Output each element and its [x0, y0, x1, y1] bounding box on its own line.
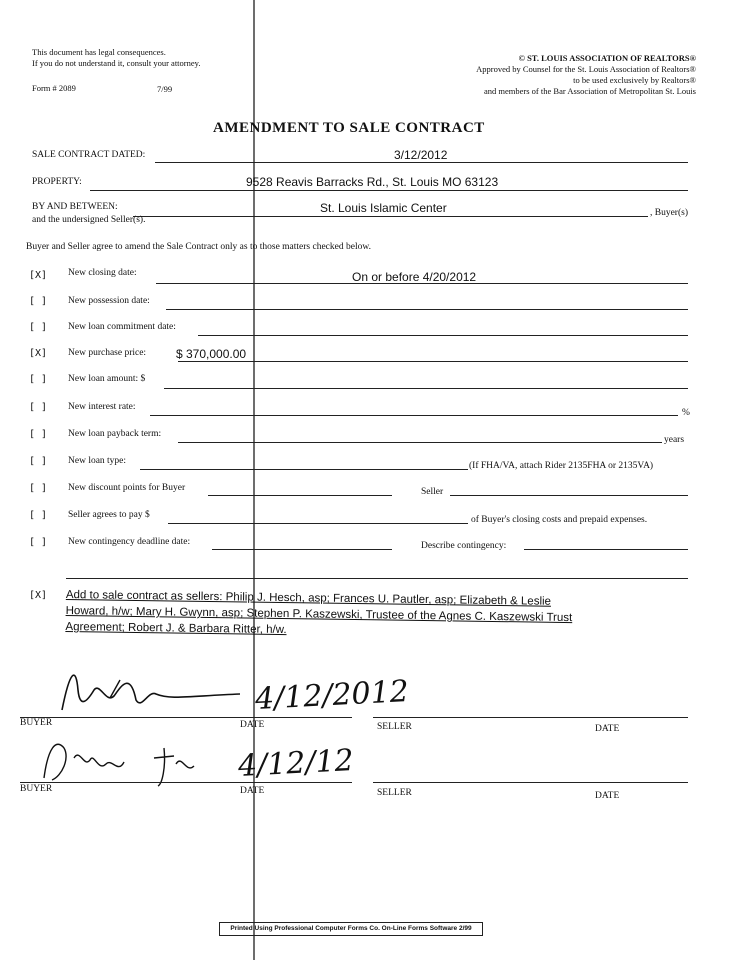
row-suffix: Seller [421, 487, 444, 497]
scan-fold-line [253, 0, 255, 960]
row-suffix: years [664, 435, 685, 445]
buyer-suffix: , Buyer(s) [650, 208, 688, 218]
sale-contract-dated-label: SALE CONTRACT DATED: [32, 150, 146, 160]
row-suffix: of Buyer's closing costs and prepaid expenses. [471, 515, 648, 525]
buyer-signature-1 [50, 660, 250, 720]
buyer-date-1: 4/12/2012 [254, 673, 410, 718]
row-label: New loan amount: $ [68, 374, 146, 384]
row-label: New closing date: [68, 268, 137, 278]
association-notice [476, 53, 696, 97]
sale-contract-dated-value: 3/12/2012 [394, 148, 448, 162]
row-suffix: (If FHA/VA, attach Rider 2135FHA or 2135VA) [469, 461, 654, 471]
date-label-1: DATE [240, 720, 265, 730]
row-label: New discount points for Buyer [68, 483, 186, 493]
page-title: AMENDMENT TO SALE CONTRACT [213, 120, 485, 136]
row-label: New interest rate: [68, 402, 136, 412]
row-checkbox[interactable]: [ ] [29, 429, 48, 440]
row-line [198, 335, 688, 336]
row-line-seller [450, 495, 688, 496]
row-line [178, 442, 662, 443]
seller-date-label-2: DATE [595, 791, 620, 801]
row-line [178, 361, 688, 362]
row-checkbox[interactable]: [ ] [29, 510, 48, 521]
property-value: 9528 Reavis Barracks Rd., St. Louis MO 63123 [246, 175, 499, 189]
row-checkbox[interactable]: [ ] [29, 402, 48, 413]
row-suffix: Describe contingency: [421, 541, 507, 551]
row-line [166, 309, 688, 310]
row-line-contingency [524, 549, 688, 550]
legal-notice [32, 47, 200, 69]
row-label: New purchase price: [68, 348, 147, 358]
row-line [164, 388, 688, 389]
date-label-2: DATE [240, 786, 265, 796]
addendum-checkbox[interactable]: [X] [29, 590, 48, 601]
buyer-signature-2 [34, 728, 234, 788]
row-checkbox[interactable]: [ ] [29, 374, 48, 385]
row-line [212, 549, 392, 550]
row-checkbox[interactable]: [ ] [29, 296, 48, 307]
assoc-line-2: Approved by Counsel for the St. Louis Association of Realtors® [476, 64, 696, 74]
row-checkbox[interactable]: [ ] [29, 483, 48, 494]
footer-printed-notice: Printed Using Professional Computer Forms Co. On-Line Forms Software 2/99 [219, 922, 483, 936]
row-line [140, 469, 468, 470]
buyer-date-2: 4/12/12 [237, 742, 355, 785]
between-label: BY AND BETWEEN: [32, 202, 118, 212]
between-value: St. Louis Islamic Center [320, 201, 447, 215]
row-label: New possession date: [68, 296, 150, 306]
row-value: On or before 4/20/2012 [352, 270, 477, 284]
row-checkbox[interactable]: [ ] [29, 456, 48, 467]
seller-line-2 [373, 782, 688, 783]
row-line [168, 523, 468, 524]
row-value: $ 370,000.00 [176, 347, 247, 361]
row-label: New loan commitment date: [68, 322, 176, 332]
property-line [90, 190, 688, 191]
form-date: 7/99 [157, 84, 173, 94]
row-label: New loan type: [68, 456, 127, 466]
row-checkbox[interactable]: [X] [29, 270, 48, 281]
sale-contract-dated-line [155, 162, 688, 163]
row-line [208, 495, 392, 496]
row-suffix: % [682, 408, 690, 418]
addendum-text [65, 587, 572, 642]
row-checkbox[interactable]: [X] [29, 348, 48, 359]
legal-line-2: If you do not understand it, consult your attorney. [32, 58, 201, 68]
addendum-line-1: Add to sale contract as sellers: Philip J. Hesch, asp; Frances U. Pautler, asp; Elizabeth & Leslie [65, 588, 552, 608]
legal-line-1: This document has legal consequences. [32, 47, 166, 57]
seller-label-2: SELLER [377, 788, 412, 798]
property-label: PROPERTY: [32, 177, 82, 187]
seller-label-1: SELLER [377, 722, 412, 732]
buyer-line-2 [20, 782, 352, 783]
buyer-label-2: BUYER [20, 784, 53, 794]
row-checkbox[interactable]: [ ] [29, 322, 48, 333]
addendum-line-2: Howard, h/w; Mary H. Gwynn, asp; Stephen P. Kaszewski, Trustee of the Agnes C. Kaszewski Trust [65, 604, 573, 625]
seller-line: and the undersigned Seller(s). [32, 215, 146, 225]
buyer-line-1 [20, 717, 352, 718]
row-checkbox[interactable]: [ ] [29, 537, 48, 548]
row-label: New contingency deadline date: [68, 537, 191, 547]
row-line [150, 415, 678, 416]
seller-line-1 [373, 717, 688, 718]
row-label: Seller agrees to pay $ [68, 510, 150, 520]
form-number: Form # 2089 [32, 83, 76, 93]
addendum-line-3: Agreement; Robert J. & Barbara Ritter, h/w. [65, 620, 287, 637]
seller-date-label-1: DATE [595, 724, 620, 734]
row-label: New loan payback term: [68, 429, 162, 439]
buyer-label-1: BUYER [20, 718, 53, 728]
assoc-line-4: and members of the Bar Association of Metropolitan St. Louis [484, 86, 696, 96]
between-line [133, 216, 648, 217]
intro-text: Buyer and Seller agree to amend the Sale Contract only as to those matters checked below. [26, 242, 371, 252]
assoc-line-3: to be used exclusively by Realtors® [573, 75, 696, 85]
assoc-line-1: © ST. LOUIS ASSOCIATION OF REALTORS® [518, 53, 696, 63]
row-line-extra [66, 578, 688, 579]
